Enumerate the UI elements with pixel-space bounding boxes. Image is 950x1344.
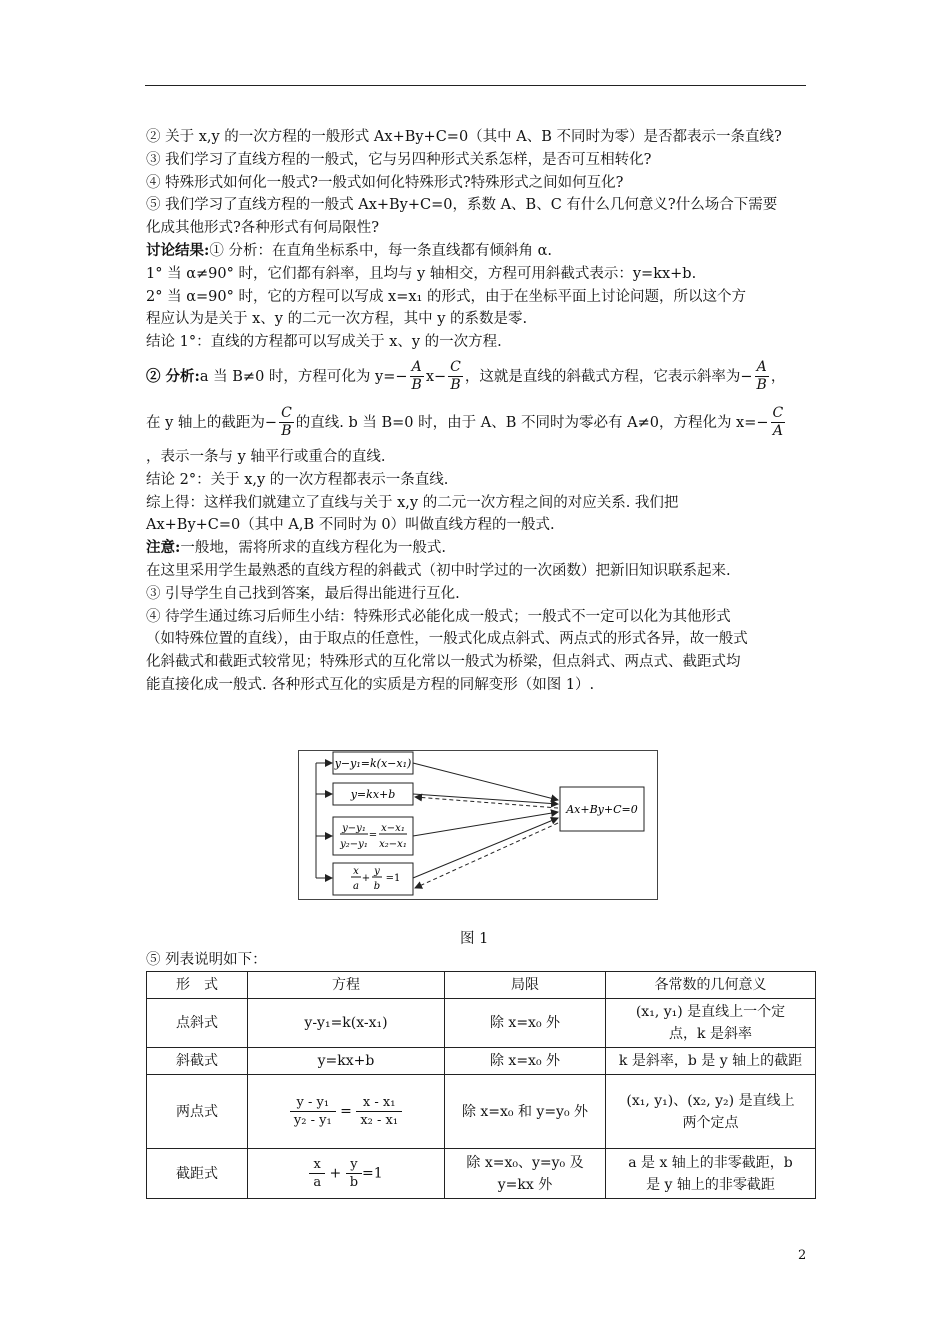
box-label: y=kx+b <box>350 788 396 801</box>
fraction: $\frac{\text{y - y₁}}{\text{y₂ - y₁}}$ <box>290 1094 336 1129</box>
bold-label: 注意: <box>146 539 181 557</box>
fraction: $\frac{\text{x - x₁}}{\text{x₂ - x₁}}$ <box>356 1094 402 1129</box>
text-line: 结论 1°：直线的方程都可以写成关于 x、y 的一次方程. <box>146 334 502 351</box>
svg-text:=1: =1 <box>385 873 401 884</box>
svg-text:a: a <box>353 881 359 892</box>
box-label: y₂−y₁ <box>340 839 368 850</box>
table-row: 截距式 $\frac{x}{a}$ + $\frac{y}{b}$ =1 除 x=x₀、y=y₀ 及 y=kx 外 a 是 x 轴上的非零截距，b 是 y 轴上的非零截距 <box>147 1149 816 1199</box>
conversion-diagram <box>298 750 658 900</box>
text-line: ③ 我们学习了直线方程的一般式，它与另四种形式关系怎样，是否可互相转化? <box>146 151 652 168</box>
forms-table <box>146 971 816 1199</box>
text-line: 能直接化成一般式. 各种形式互化的实质是方程的同解变形（如图 1）. <box>146 676 595 693</box>
dashed-arrow <box>415 823 558 888</box>
box-label: y−y₁ <box>342 823 366 834</box>
bold-label: 讨论结果: <box>146 241 210 259</box>
table-row: 点斜式 y-y₁=k(x-x₁) 除 x=x₀ 外 (x₁, y₁) 是直线上一个定点，k 是斜率 <box>147 999 816 1048</box>
text-line: 注意:一般地，需将所求的直线方程化为一般式. <box>146 539 446 557</box>
fraction: $\frac{y}{b}$ <box>346 1156 362 1191</box>
text-line: Ax+By+C=0（其中 A,B 不同时为 0）叫做直线方程的一般式. <box>146 517 555 534</box>
fraction: $\frac{C}{A}$ <box>772 405 784 440</box>
arrow <box>413 818 558 878</box>
text-line: ⑤ 我们学习了直线方程的一般式 Ax+By+C=0，系数 A、B、C 有什么几何意义?什么场合下需要 <box>146 197 778 214</box>
text-line-with-fractions: ② 分析:a 当 B≠0 时，方程可化为 y=− $\frac{A}{B}$ x− $\frac{C}{B}$ ，这就是直线的斜截式方程，它表示斜率为− $\frac{A}{B}$ ， <box>146 359 786 394</box>
fraction: $\frac{C}{B}$ <box>450 359 461 394</box>
text-line: 2° 当 α=90° 时，它的方程可以写成 x=x₁ 的形式，由于在坐标平面上讨论问题，所以这个方 <box>146 288 746 305</box>
table-row: 斜截式 y=kx+b 除 x=x₀ 外 k 是斜率，b 是 y 轴上的截距 <box>147 1048 816 1075</box>
text-line: 1° 当 α≠90° 时，它们都有斜率，且均与 y 轴相交，方程可用斜截式表示：y=kx+b. <box>146 265 697 282</box>
text-line-with-fractions: 在 y 轴上的截距为− $\frac{C}{B}$ 的直线. b 当 B=0 时，由于 A、B 不同时为零必有 A≠0，方程化为 x=− $\frac{C}{A}$ <box>146 405 784 440</box>
text-line: 讨论结果:① 分析：在直角坐标系中，每一条直线都有倾斜角 α. <box>146 241 552 259</box>
fraction: $\frac{A}{B}$ <box>411 359 422 394</box>
text-line: ② 关于 x,y 的一次方程的一般形式 Ax+By+C=0（其中 A、B 不同时为零）是否都表示一条直线? <box>146 129 782 145</box>
figure-caption: 图 1 <box>460 931 489 947</box>
text-line: 程应认为是关于 x、y 的二元一次方程，其中 y 的系数是零. <box>146 311 528 328</box>
text-line: （如特殊位置的直线），由于取点的任意性，一般式化成点斜式、两点式的形式各异，故一般式 <box>146 631 748 648</box>
text-line: 在这里采用学生最熟悉的直线方程的斜截式（初中时学过的一次函数）把新旧知识联系起来. <box>146 562 731 579</box>
box-label: x₂−x₁ <box>379 839 407 850</box>
main-text <box>146 126 810 697</box>
svg-text:=: = <box>368 830 378 841</box>
fraction: $\frac{x}{a}$ <box>309 1156 325 1191</box>
box-label: y−y₁=k(x−x₁) <box>334 757 412 770</box>
text-line: ④ 特殊形式如何化一般式?一般式如何化特殊形式?特殊形式之间如何互化? <box>146 174 624 191</box>
text-line: ③ 引导学生自己找到答案，最后得出能进行互化. <box>146 585 460 602</box>
text-line: 综上得：这样我们就建立了直线与关于 x,y 的二元一次方程之间的对应关系. 我们把 <box>146 494 679 511</box>
table-header-row: 形 式 方程 局限 各常数的几何意义 <box>147 972 816 999</box>
arrow <box>413 763 558 800</box>
fraction: $\frac{C}{B}$ <box>281 405 292 440</box>
text-line: ④ 待学生通过练习后师生小结：特殊形式必能化成一般式；一般式不一定可以化为其他形式 <box>146 608 731 625</box>
text-line: 化斜截式和截距式较常见；特殊形式的互化常以一般式为桥梁，但点斜式、两点式、截距式均 <box>146 654 741 671</box>
table-row: 两点式 $\frac{\text{y - y₁}}{\text{y₂ - y₁}}$ = $\frac{\text{x - x₁}}{\text{x₂ - x₁}}$ 除 x=x₀ 和 y=y₀ 外 (x₁, y₁)、(x₂, y₂) 是直线上两个定点 <box>147 1075 816 1149</box>
svg-text:b: b <box>373 881 381 892</box>
page-number: 2 <box>798 1248 807 1263</box>
fraction: $\frac{A}{B}$ <box>756 359 767 394</box>
text-line: 结论 2°：关于 x,y 的一次方程都表示一条直线. <box>146 471 449 488</box>
box-label: Ax+By+C=0 <box>566 803 638 816</box>
box-label: x−x₁ <box>381 823 405 834</box>
table-intro: ⑤ 列表说明如下： <box>146 952 267 968</box>
header-rule <box>145 85 806 86</box>
text-line: 化成其他形式?各种形式有何局限性? <box>146 220 380 237</box>
text-line: ，表示一条与 y 轴平行或重合的直线. <box>146 448 386 465</box>
svg-text:x: x <box>353 866 359 877</box>
svg-text:y: y <box>374 866 380 877</box>
svg-text:+: + <box>361 873 371 884</box>
